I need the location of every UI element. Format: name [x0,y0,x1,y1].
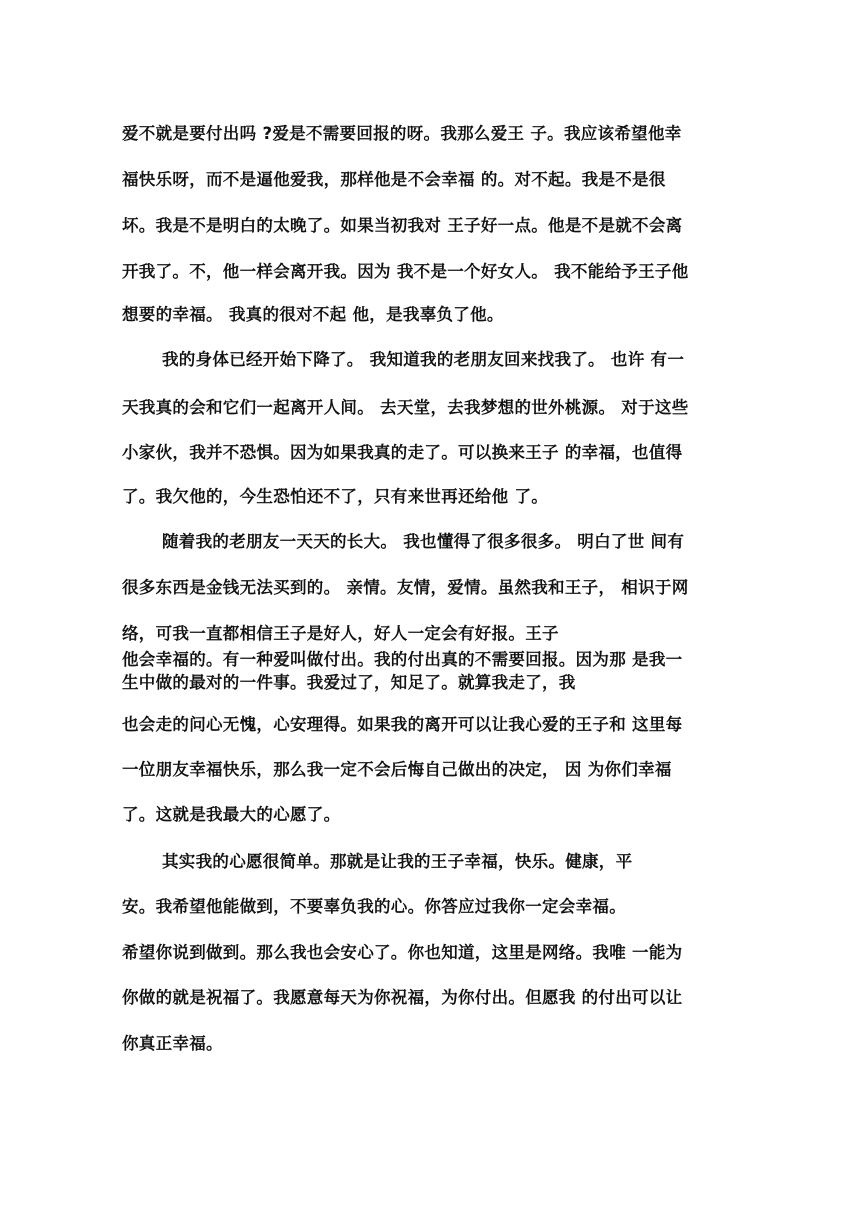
text-line: 福快乐呀，而不是逼他爱我，那样他是不会幸福 的。对不起。我是不是很 [122,170,666,189]
text-line: 络，可我一直都相信王子是好人，好人一定会有好报。王子 [122,624,559,643]
text-line: 开我了。不，他一样会离开我。因为 我不是一个好女人。 我不能给予王子他 [122,262,689,281]
text-line: 了。我欠他的，今生恐怕还不了，只有来世再还给他 了。 [122,487,549,506]
text-line: 安。我希望他能做到，不要辜负我的心。你答应过我你一定会幸福。 [122,897,626,916]
text-line: 也会走的问心无愧，心安理得。如果我的离开可以让我心爱的王子和 这里每 [122,715,683,734]
paragraph-start-line: 随着我的老朋友一天天的长大。 我也懂得了很多很多。 明白了世 间有 [162,532,685,551]
text-line: 一位朋友幸福快乐，那么我一定不会后悔自己做出的决定， 因 为你们幸福 [122,760,672,779]
text-line: 想要的幸福。 我真的很对不起 他，是我辜负了他。 [122,305,504,324]
text-line: 他会幸福的。有一种爱叫做付出。我的付出真的不需要回报。因为那 是我一 [122,650,683,669]
text-line: 小家伙，我并不恐惧。因为如果我真的走了。可以换来王子 的幸福，也值得 [122,443,683,462]
paragraph-start-line: 我的身体已经开始下降了。 我知道我的老朋友回来找我了。 也许 有一 [162,350,685,369]
text-line: 你真正幸福。 [122,1034,223,1053]
text-line: 了。这就是我最大的心愿了。 [122,805,341,824]
text-line: 你做的就是祝福了。我愿意每天为你祝福，为你付出。但愿我 的付出可以让 [122,988,683,1007]
paragraph-start-line: 其实我的心愿很简单。那就是让我的王子幸福，快乐。健康，平 [162,852,633,871]
text-line: 希望你说到做到。那么我也会安心了。你也知道，这里是网络。我唯 一能为 [122,943,683,962]
text-line: 生中做的最对的一件事。我爱过了，知足了。就算我走了，我 [122,673,576,692]
text-line: 坏。我是不是明白的太晚了。如果当初我对 王子好一点。他是不是就不会离 [122,216,683,235]
text-line: 天我真的会和它们一起离开人间。 去天堂，去我梦想的世外桃源。 对于这些 [122,398,689,417]
text-line: 爱不就是要付出吗 ?爱是不需要回报的呀。我那么爱王 子。我应该希望他幸 [122,124,682,143]
text-line: 很多东西是金钱无法买到的。 亲情。友情，爱情。虽然我和王子， 相识于网 [122,578,689,597]
